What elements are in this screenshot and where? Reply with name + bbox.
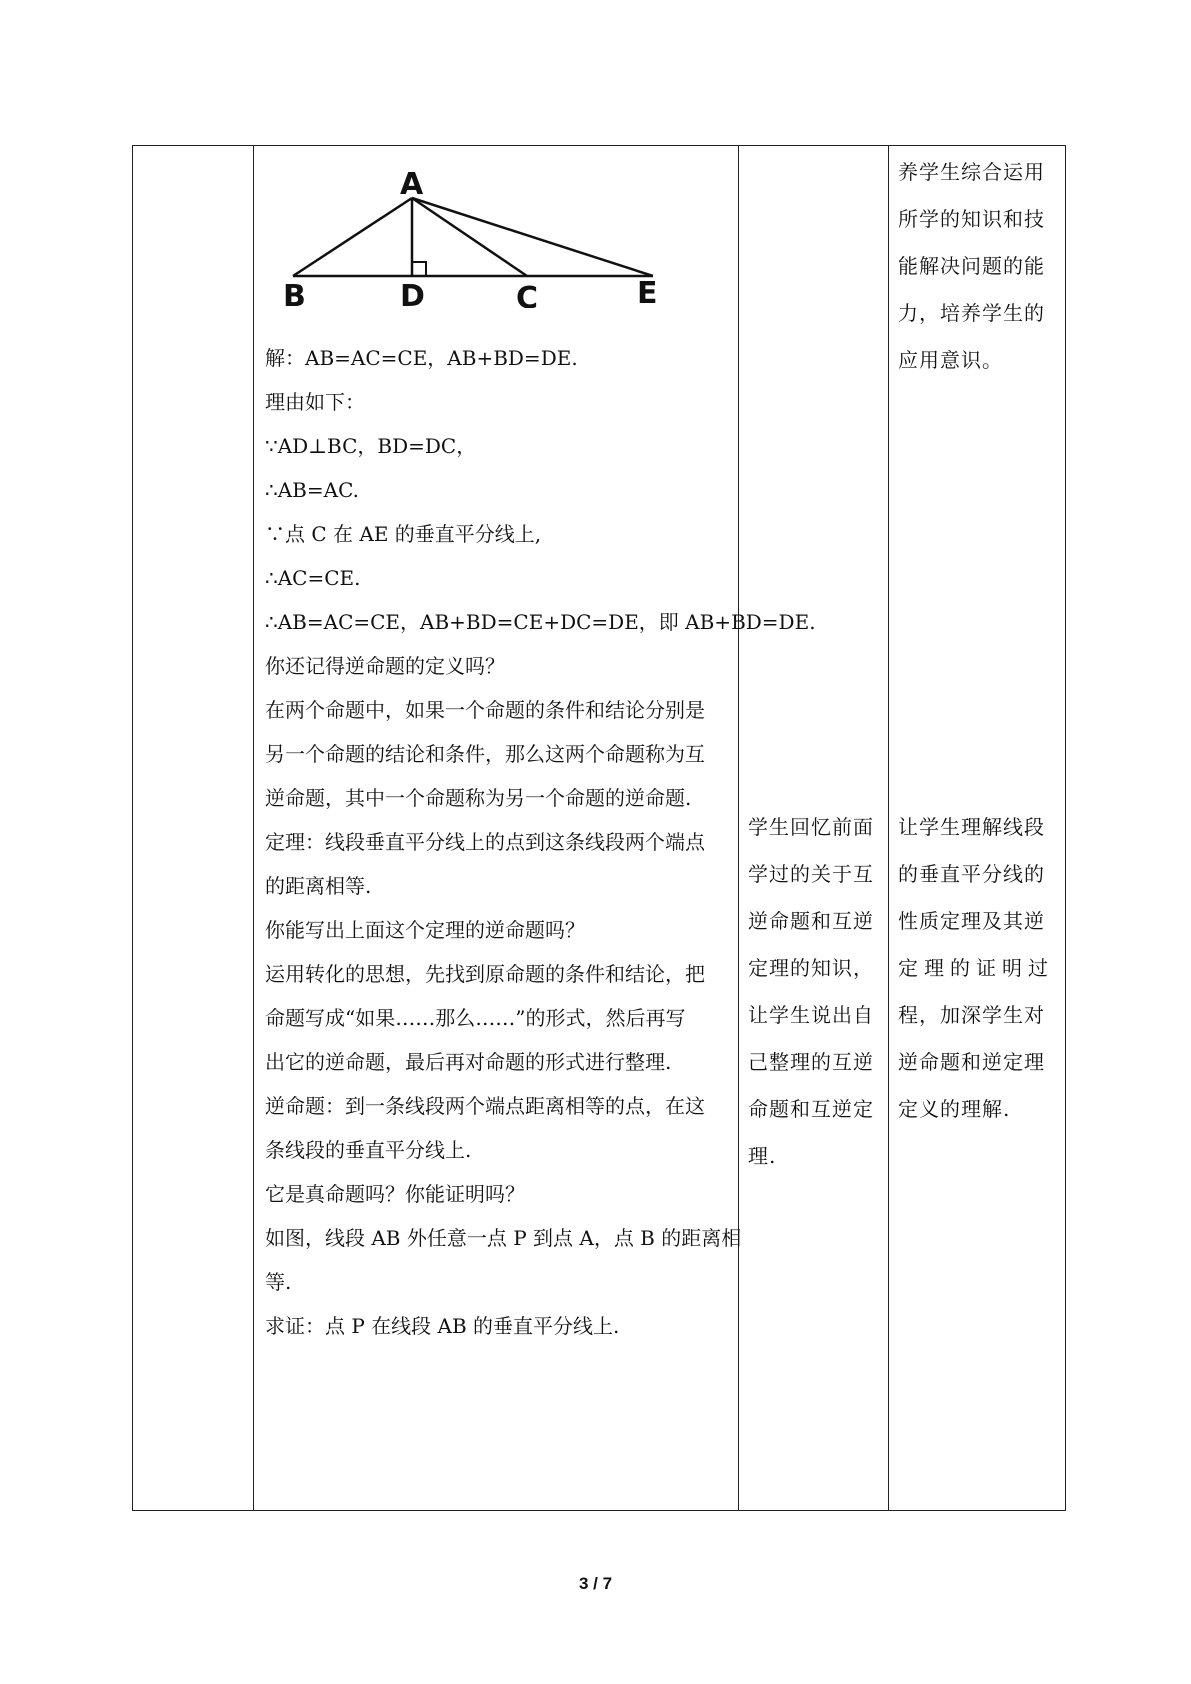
text-line: 学生回忆前面: [748, 815, 874, 839]
text-line: 另一个命题的结论和条件，那么这两个命题称为互: [265, 742, 705, 766]
text-line: ∴AB=AC=CE，AB+BD=CE+DC=DE，即 AB+BD=DE.: [265, 610, 816, 634]
text-line: 让学生说出自: [748, 1003, 874, 1027]
segment-ac: [412, 198, 527, 276]
right-angle-mark: [412, 262, 426, 276]
text-line: ∴AB=AC.: [265, 478, 360, 502]
text-line: 条线段的垂直平分线上.: [265, 1138, 472, 1162]
label-d: D: [400, 279, 425, 308]
design-intent-column: [888, 146, 1067, 1510]
label-b: B: [283, 279, 306, 308]
page-number: 3 / 7: [578, 1574, 613, 1593]
text-line: 它是真命题吗？你能证明吗？: [265, 1182, 525, 1206]
text-line: ∵点 C 在 AE 的垂直平分线上,: [265, 522, 542, 546]
text-line: 逆命题，其中一个命题称为另一个命题的逆命题.: [265, 786, 692, 810]
text-line: 如图，线段 AB 外任意一点 P 到点 A，点 B 的距离相: [265, 1226, 742, 1250]
lesson-table: [132, 145, 1066, 1511]
label-a: A: [400, 167, 424, 202]
text-line: 程，加深学生对: [898, 1003, 1045, 1027]
text-line: 你还记得逆命题的定义吗？: [265, 654, 505, 678]
text-line: 逆命题和互逆: [748, 909, 874, 933]
text-line: 定义的理解.: [898, 1097, 1011, 1121]
text-line: 应用意识。: [898, 348, 1003, 372]
segment-ae: [412, 198, 653, 276]
text-line: 性质定理及其逆: [898, 909, 1045, 933]
text-line: 理.: [748, 1144, 777, 1168]
text-line: 学过的关于互: [748, 862, 874, 886]
text-line: 的垂直平分线的: [898, 862, 1045, 886]
segment-ab: [293, 198, 412, 276]
text-line: 养学生综合运用: [898, 160, 1045, 184]
text-line: 的距离相等.: [265, 874, 372, 898]
text-line: 逆命题：到一条线段两个端点距离相等的点，在这: [265, 1094, 705, 1118]
text-line: 你能写出上面这个定理的逆命题吗？: [265, 918, 585, 942]
text-line: 逆命题和逆定理: [898, 1050, 1045, 1074]
text-line: 所学的知识和技: [898, 207, 1045, 231]
text-line: 己整理的互逆: [748, 1050, 874, 1074]
text-line: 能解决问题的能: [898, 254, 1045, 278]
text-line: 定理：线段垂直平分线上的点到这条线段两个端点: [265, 830, 705, 854]
text-line: 运用转化的思想，先找到原命题的条件和结论，把: [265, 962, 705, 986]
text-line: 解：AB=AC=CE，AB+BD=DE.: [265, 346, 578, 370]
text-line: ∵AD⊥BC，BD=DC，: [265, 434, 477, 458]
label-e: E: [637, 276, 658, 308]
text-line: ∴AC=CE.: [265, 566, 361, 590]
text-line: 在两个命题中，如果一个命题的条件和结论分别是: [265, 698, 705, 722]
text-line: 定理的证明过: [898, 956, 1054, 980]
triangle-figure: [273, 158, 673, 308]
text-line: 命题和互逆定: [748, 1097, 874, 1121]
text-line: 出它的逆命题，最后再对命题的形式进行整理.: [265, 1050, 672, 1074]
text-line: 力，培养学生的: [898, 301, 1045, 325]
text-line: 等.: [265, 1270, 292, 1294]
text-line: 让学生理解线段: [898, 815, 1045, 839]
label-c: C: [516, 281, 539, 308]
text-line: 命题写成“如果……那么……”的形式，然后再写: [265, 1006, 686, 1030]
text-line: 求证：点 P 在线段 AB 的垂直平分线上.: [265, 1314, 620, 1338]
text-line: 定理的知识，: [748, 956, 874, 980]
student-activity-column: [738, 146, 888, 1510]
text-line: 理由如下：: [265, 390, 365, 414]
